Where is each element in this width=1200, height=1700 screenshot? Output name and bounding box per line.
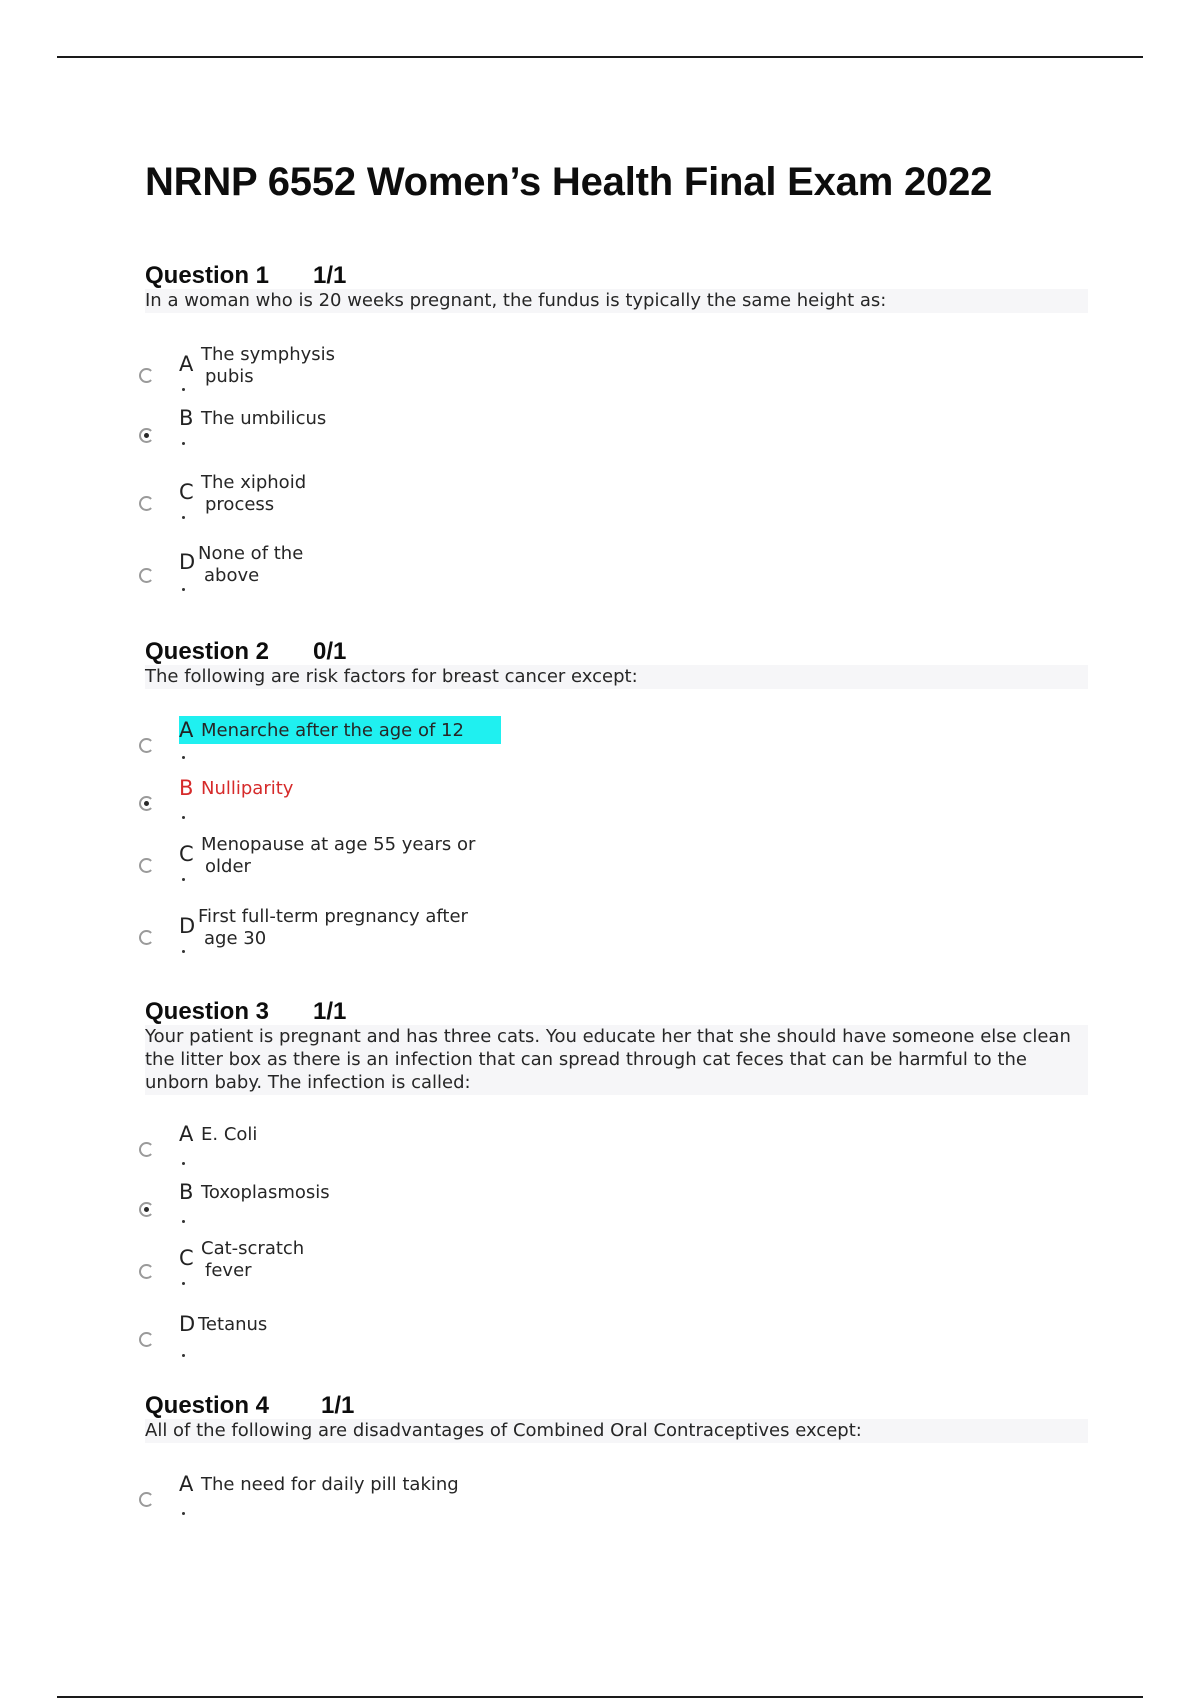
option-letter: A bbox=[179, 352, 194, 376]
bottom-rule bbox=[57, 1696, 1143, 1698]
option-b[interactable] bbox=[139, 406, 739, 466]
option-text-line2: above bbox=[204, 565, 260, 586]
option-a-correct-answer[interactable] bbox=[139, 714, 739, 774]
option-c[interactable] bbox=[139, 474, 739, 534]
question-3 bbox=[145, 998, 1088, 1336]
question-prompt: All of the following are disadvantages of Combined Oral Contraceptives except: bbox=[145, 1419, 1088, 1443]
option-dot bbox=[182, 1512, 185, 1515]
option-text: The symphysis bbox=[201, 344, 336, 365]
radio-button[interactable] bbox=[139, 1492, 154, 1507]
option-text: The xiphoid bbox=[201, 472, 307, 493]
radio-button[interactable] bbox=[139, 930, 154, 945]
option-text: Tetanus bbox=[198, 1314, 268, 1335]
option-dot bbox=[182, 1220, 185, 1223]
option-dot bbox=[182, 878, 185, 881]
option-dot bbox=[182, 516, 185, 519]
question-label: Question 1 bbox=[145, 262, 270, 289]
option-dot bbox=[182, 588, 185, 591]
option-d[interactable] bbox=[139, 543, 739, 606]
radio-button[interactable] bbox=[139, 568, 154, 583]
option-letter: B bbox=[179, 1180, 194, 1204]
option-text: E. Coli bbox=[201, 1124, 258, 1145]
option-a[interactable] bbox=[139, 344, 739, 404]
option-letter: D bbox=[179, 914, 196, 938]
option-letter: B bbox=[179, 406, 194, 430]
radio-button-selected[interactable] bbox=[139, 796, 154, 811]
option-letter: C bbox=[179, 480, 194, 504]
question-prompt: In a woman who is 20 weeks pregnant, the fundus is typically the same height as: bbox=[145, 289, 1088, 313]
option-text-line2: older bbox=[205, 856, 251, 877]
option-dot bbox=[182, 950, 185, 953]
option-text: The umbilicus bbox=[201, 408, 327, 429]
option-text: Menopause at age 55 years or bbox=[201, 834, 476, 855]
question-label: Question 2 bbox=[145, 638, 270, 665]
option-letter: C bbox=[179, 1246, 194, 1270]
question-4 bbox=[145, 1392, 1088, 1496]
radio-button-selected[interactable] bbox=[139, 428, 154, 443]
option-letter: A bbox=[179, 718, 194, 742]
option-dot bbox=[182, 442, 185, 445]
option-text: Cat-scratch bbox=[201, 1238, 305, 1259]
option-letter: B bbox=[179, 776, 194, 800]
question-1 bbox=[145, 262, 1088, 586]
option-text-line2: pubis bbox=[205, 366, 254, 387]
question-label: Question 3 bbox=[145, 998, 270, 1025]
question-2 bbox=[145, 638, 1088, 949]
option-dot bbox=[182, 1282, 185, 1285]
option-text-line2: fever bbox=[205, 1260, 252, 1281]
question-score: 1/1 bbox=[313, 998, 347, 1025]
option-c[interactable] bbox=[139, 1240, 739, 1300]
option-a[interactable] bbox=[139, 1472, 739, 1532]
radio-button[interactable] bbox=[139, 1142, 154, 1157]
question-score: 0/1 bbox=[313, 638, 347, 665]
question-label: Question 4 bbox=[145, 1392, 270, 1419]
option-dot bbox=[182, 388, 185, 391]
option-dot bbox=[182, 1162, 185, 1165]
option-b[interactable] bbox=[139, 1180, 739, 1240]
radio-button[interactable] bbox=[139, 738, 154, 753]
top-rule bbox=[57, 56, 1143, 58]
radio-button[interactable] bbox=[139, 1332, 154, 1347]
option-d[interactable] bbox=[139, 906, 739, 966]
question-prompt: Your patient is pregnant and has three cats. You educate her that she should have someone else clean the litter box as there is an infection that can spread through cat feces that can be harmful to the unborn baby. The infection is called: bbox=[145, 1025, 1088, 1095]
option-b-incorrect-selection[interactable] bbox=[139, 774, 739, 834]
radio-button[interactable] bbox=[139, 496, 154, 511]
page-title: NRNP 6552 Women’s Health Final Exam 2022 bbox=[145, 160, 993, 204]
option-letter: D bbox=[179, 550, 196, 574]
radio-button[interactable] bbox=[139, 858, 154, 873]
option-text-line2: age 30 bbox=[204, 928, 267, 949]
radio-button[interactable] bbox=[139, 368, 154, 383]
option-text-line2: process bbox=[205, 494, 275, 515]
option-dot bbox=[182, 756, 185, 759]
question-score: 1/1 bbox=[321, 1392, 355, 1419]
option-letter: A bbox=[179, 1472, 194, 1496]
option-d[interactable] bbox=[139, 1312, 739, 1372]
radio-button[interactable] bbox=[139, 1264, 154, 1279]
option-text: Nulliparity bbox=[201, 778, 294, 799]
option-dot bbox=[182, 1354, 185, 1357]
option-a[interactable] bbox=[139, 1122, 739, 1182]
option-text: First full-term pregnancy after bbox=[198, 906, 468, 927]
question-prompt: The following are risk factors for breast cancer except: bbox=[145, 665, 1088, 689]
option-dot bbox=[182, 816, 185, 819]
option-letter: D bbox=[179, 1312, 196, 1336]
option-letter: A bbox=[179, 1122, 194, 1146]
option-text: Menarche after the age of 12 bbox=[201, 720, 464, 741]
option-text: None of the bbox=[198, 543, 304, 564]
option-text: Toxoplasmosis bbox=[201, 1182, 330, 1203]
option-c[interactable] bbox=[139, 834, 739, 894]
radio-button-selected[interactable] bbox=[139, 1202, 154, 1217]
option-letter: C bbox=[179, 842, 194, 866]
question-score: 1/1 bbox=[313, 262, 347, 289]
option-text: The need for daily pill taking bbox=[201, 1474, 459, 1495]
